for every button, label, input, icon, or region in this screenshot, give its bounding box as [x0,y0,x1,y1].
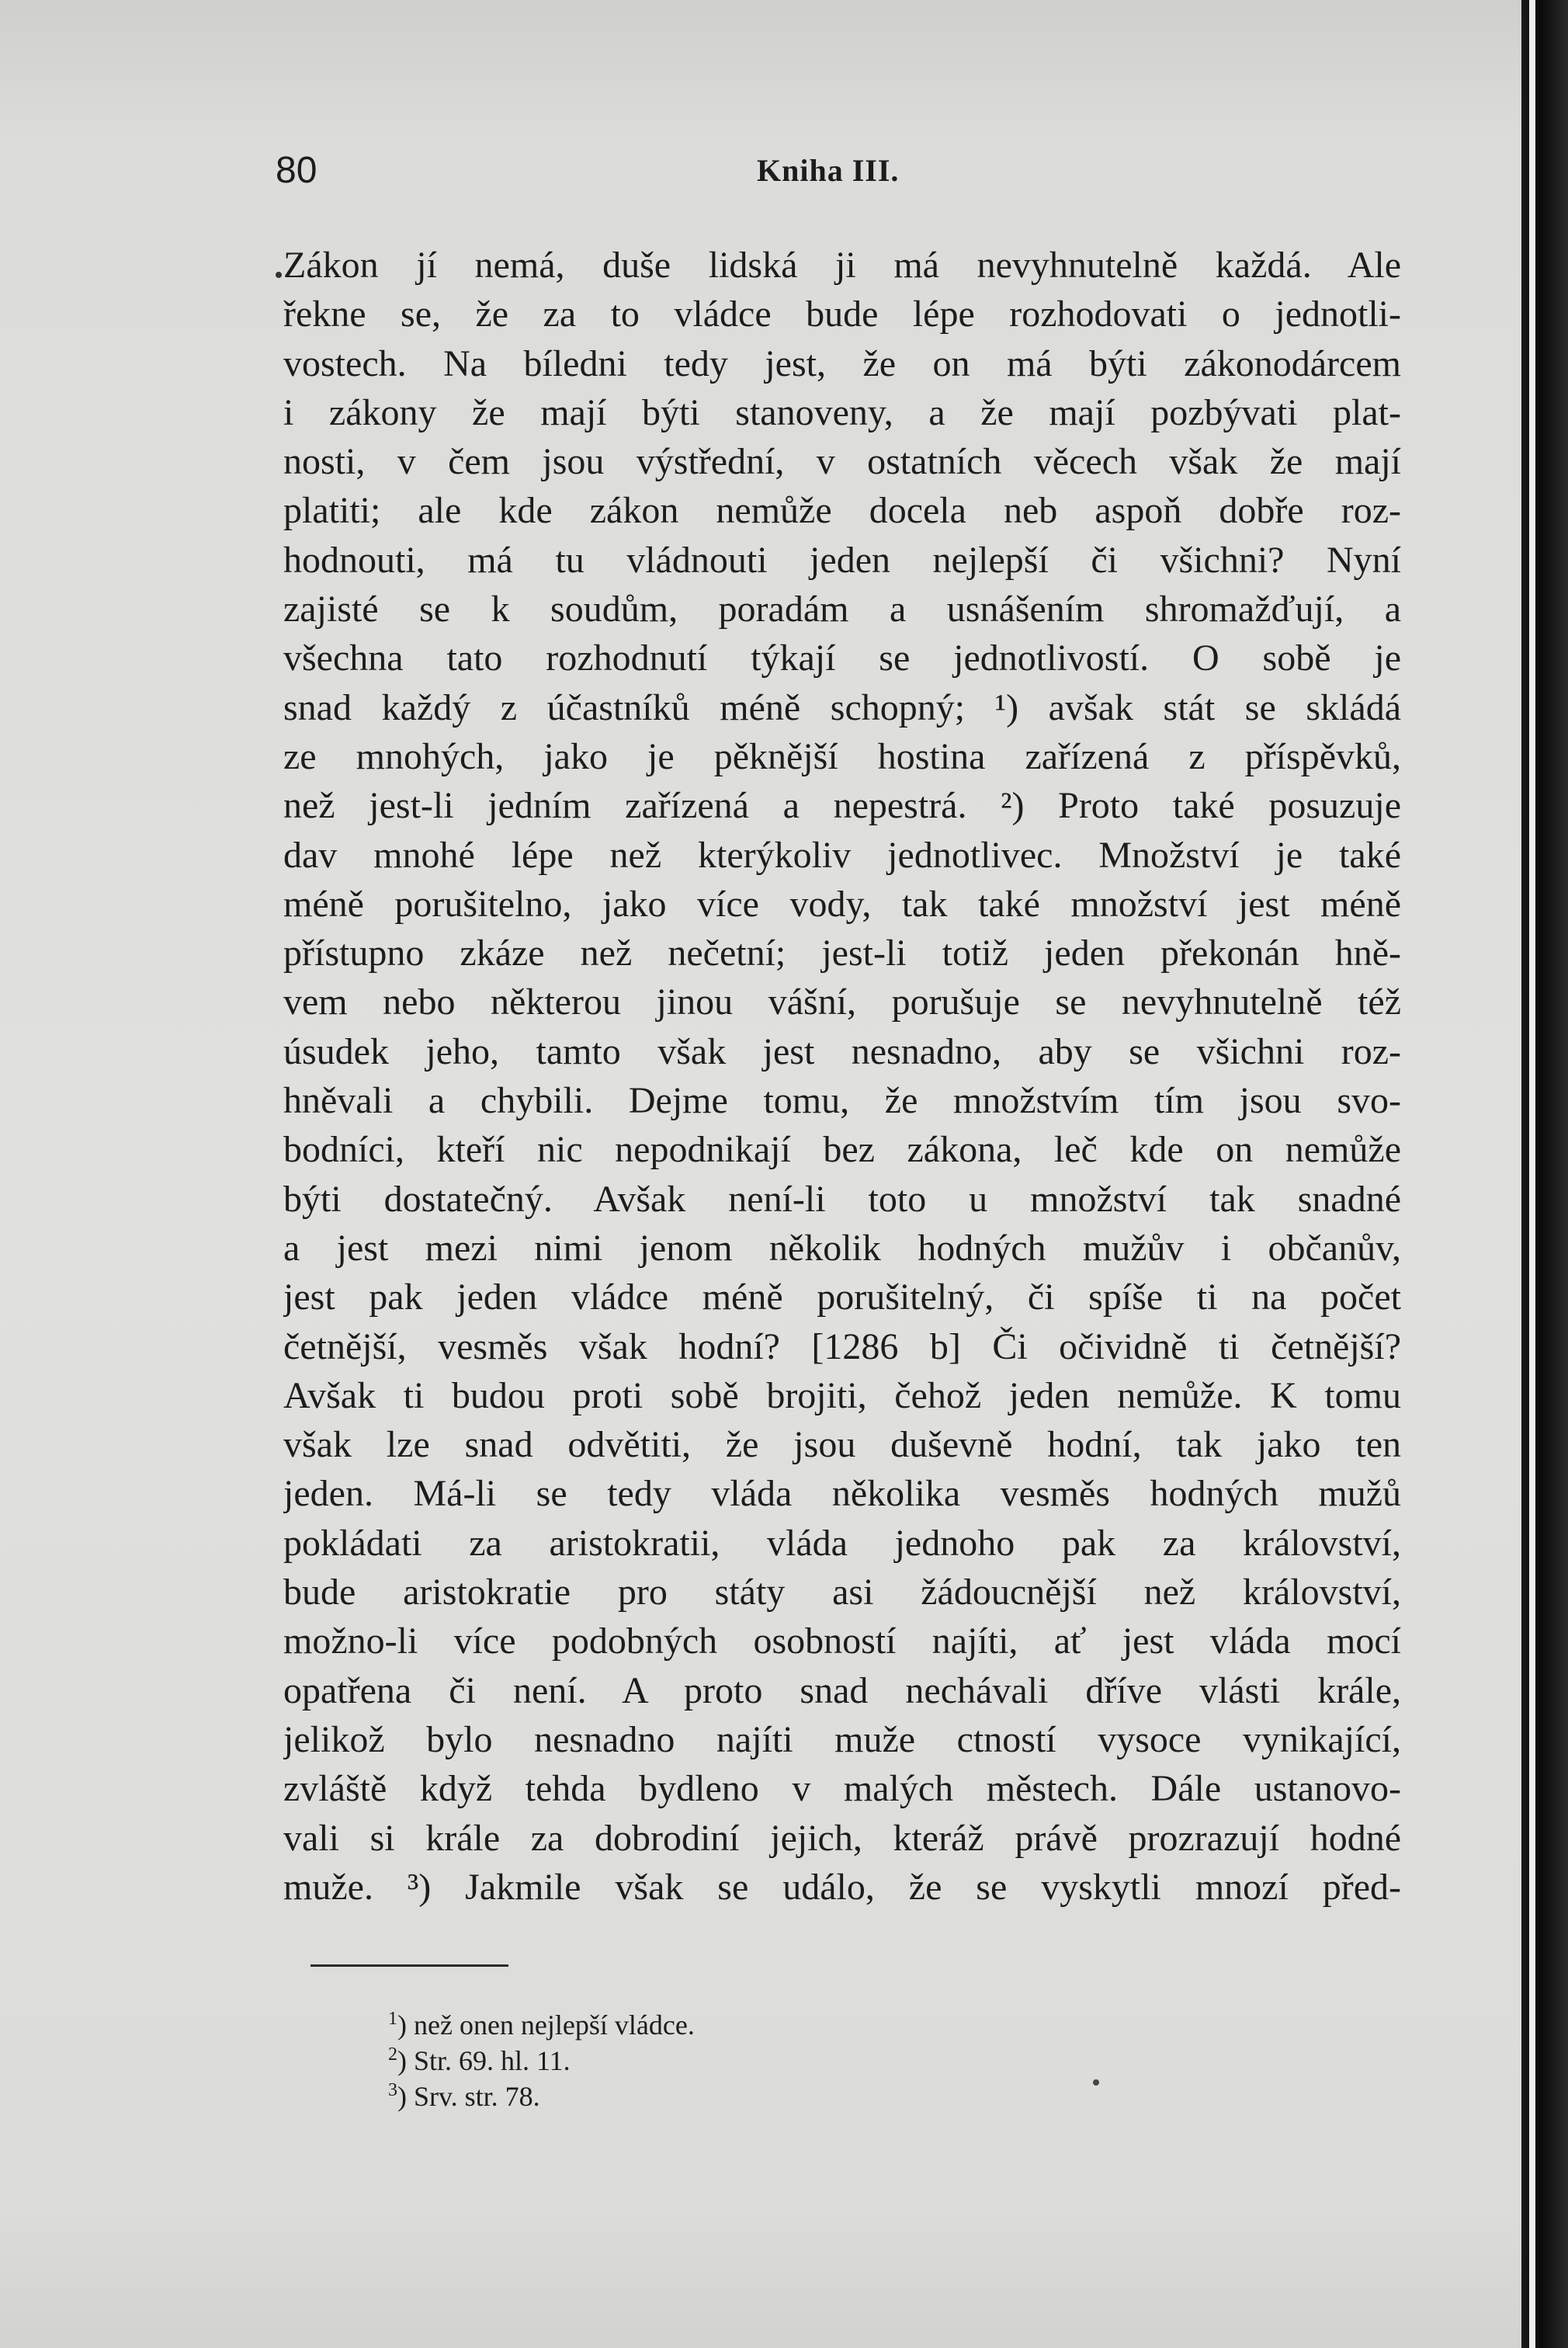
text-line: snad každý z účastníků méně schopný; ¹) avšak stát se skládá [283,686,1401,728]
text-line: vostech. Na bíledni tedy jest, že on má býti zákonodárcem [283,342,1401,384]
page-edge-shadow [1521,0,1568,2348]
text-line: všechna tato rozhodnutí týkají se jednotlivostí. O sobě je [283,637,1401,679]
text-line: opatřena či není. A proto snad nechávali dříve vlásti krále, [283,1669,1401,1711]
text-line: platiti; ale kde zákon nemůže docela neb aspoň dobře roz- [283,490,1401,532]
footnote-text: ) Str. 69. hl. 11. [397,2045,571,2076]
body-text [283,241,1401,1912]
footnote-text: ) Srv. str. 78. [397,2081,540,2112]
footnote-mark: 1 [388,2009,397,2029]
text-line: býti dostatečný. Avšak není-li toto u množství tak snadné [283,1178,1401,1220]
text-line: hněvali a chybili. Dejme tomu, že množstvím tím jsou svo- [283,1080,1401,1122]
text-line: a jest mezi nimi jenom několik hodných mužův i občanův, [283,1227,1401,1269]
text-line: hodnouti, má tu vládnouti jeden nejlepší či všichni? Nyní [283,539,1401,581]
footnote-mark: 2 [388,2044,397,2065]
text-line: vem nebo některou jinou vášní, porušuje se nevyhnutelně též [283,981,1401,1023]
text-line: jest pak jeden vládce méně porušitelný, či spíše ti na počet [283,1276,1401,1318]
footnote-mark: 3 [388,2080,397,2100]
footnote [388,2079,1087,2114]
text-line: možno-li více podobných osobností najíti, ať jest vláda mocí [283,1620,1401,1662]
text-line: přístupno zkáze než nečetní; jest-li totiž jeden překonán hně- [283,933,1401,974]
text-line: četnější, vesměs však hodní? [1286 b] Či očividně ti četnější? [283,1325,1401,1367]
margin-dot [276,272,282,278]
text-line: jeden. Má-li se tedy vláda několika vesměs hodných mužů [283,1473,1401,1515]
footnote [388,2007,1087,2043]
footnote-text: ) než onen nejlepší vládce. [397,2009,695,2041]
text-line: méně porušitelno, jako více vody, tak také množství jest méně [283,883,1401,925]
text-line: i zákony že mají býti stanoveny, a že mají pozbývati plat- [283,391,1401,433]
text-line: zvláště když tehda bydleno v malých městech. Dále ustanovo- [283,1768,1401,1810]
text-line: bude aristokratie pro státy asi žádoucnější než království, [283,1572,1401,1613]
text-line: muže. ³) Jakmile však se událo, že se vyskytli mnozí před- [283,1866,1401,1908]
text-line: zajisté se k soudům, poradám a usnášením shromažďují, a [283,589,1401,630]
running-head: Kniha III. [757,153,900,188]
text-line: však lze snad odvětiti, že jsou duševně hodní, tak jako ten [283,1424,1401,1466]
text-line: vali si krále za dobrodiní jejich, kteráž právě prozrazují hodné [283,1817,1401,1859]
text-line: jelikož bylo nesnadno najíti muže ctností vysoce vynikající, [283,1718,1401,1760]
ink-speck [1093,2079,1099,2086]
text-line: než jest-li jedním zařízená a nepestrá. ²) Proto také posuzuje [283,785,1401,827]
text-line: dav mnohé lépe než kterýkoliv jednotlivec. Množství je také [283,834,1401,876]
page-number: 80 [276,150,317,191]
text-line: Zákon jí nemá, duše lidská ji má nevyhnutelně každá. Ale [283,245,1401,286]
text-line: nosti, v čem jsou výstřední, v ostatních věcech však že mají [283,441,1401,483]
text-line: Avšak ti budou proti sobě brojiti, čehož jeden nemůže. K tomu [283,1374,1401,1416]
text-line: řekne se, že za to vládce bude lépe rozhodovati o jednotli- [283,294,1401,335]
page-header [276,148,1421,202]
text-line: bodníci, kteří nic nepodnikají bez zákona, leč kde on nemůže [283,1129,1401,1171]
footnotes [388,2007,1087,2114]
text-line: ze mnohých, jako je pěknější hostina zařízená z příspěvků, [283,735,1401,777]
page-edge-highlight [1529,0,1535,2348]
footnote [388,2043,1087,2079]
text-line: úsudek jeho, tamto však jest nesnadno, aby se všichni roz- [283,1030,1401,1072]
footnote-divider [310,1964,508,1967]
text-line: pokládati za aristokratii, vláda jednoho pak za království, [283,1522,1401,1564]
